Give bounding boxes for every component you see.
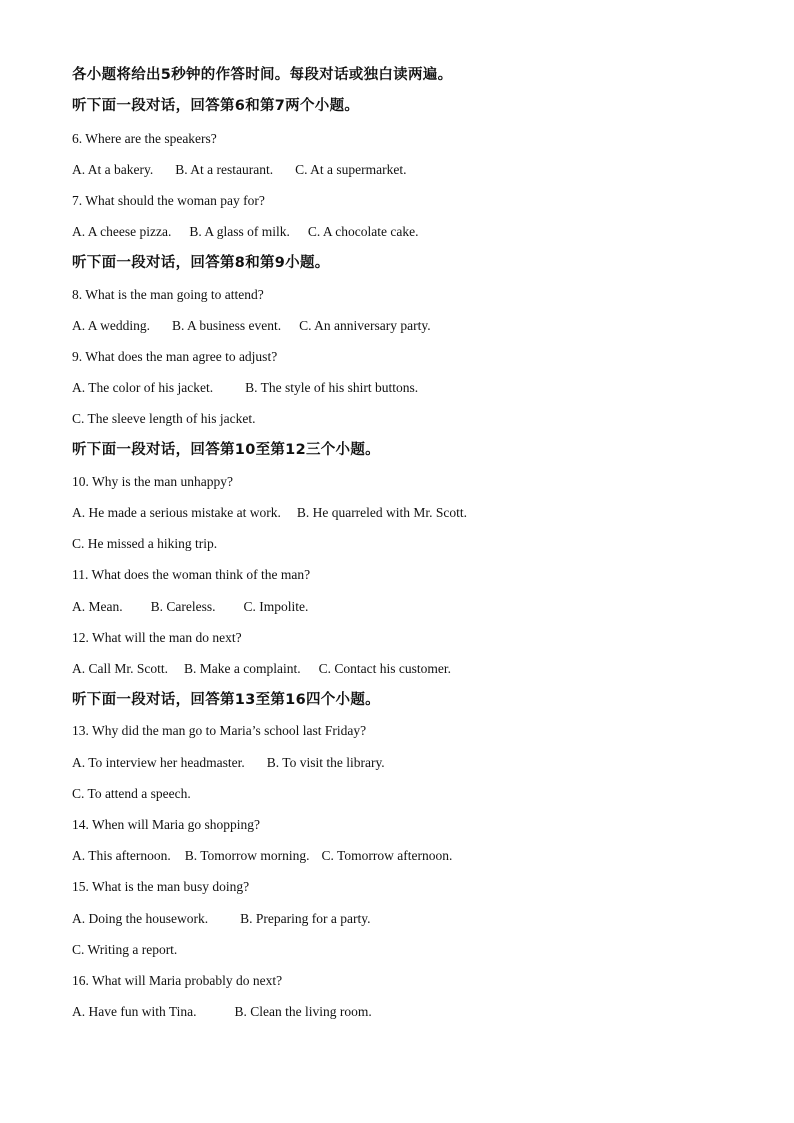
option-c: C. An anniversary party. [299, 318, 431, 333]
question-options [72, 597, 308, 617]
option-c: C. Tomorrow afternoon. [321, 848, 453, 863]
question-option-c: C. He missed a hiking trip. [72, 536, 218, 551]
question-options [72, 659, 451, 679]
question-options [72, 1002, 372, 1022]
option-a: A. Call Mr. Scott. [72, 661, 169, 676]
section-heading: 听下面一段对话，回答第10至第12三个小题。 [72, 442, 380, 458]
question-options [72, 378, 418, 398]
question-option-c: C. To attend a speech. [72, 786, 191, 801]
section-heading: 听下面一段对话，回答第6和第7两个小题。 [72, 98, 360, 114]
question-stem: 14. When will Maria go shopping? [72, 817, 260, 832]
question-options [72, 160, 406, 180]
option-c: C. At a supermarket. [295, 162, 407, 177]
option-b: B. He quarreled with Mr. Scott. [296, 505, 468, 520]
question-option-c: C. The sleeve length of his jacket. [72, 411, 256, 426]
option-a: A. To interview her headmaster. [72, 755, 245, 770]
question-stem: 16. What will Maria probably do next? [72, 973, 283, 988]
question-stem: 15. What is the man busy doing? [72, 879, 250, 894]
section-heading: 听下面一段对话，回答第13至第16四个小题。 [72, 692, 380, 708]
question-options [72, 846, 452, 866]
option-a: A. Doing the housework. [72, 911, 209, 926]
option-b: B. Clean the living room. [234, 1004, 372, 1019]
option-a: A. At a bakery. [72, 162, 154, 177]
question-options [72, 316, 431, 336]
option-b: B. At a restaurant. [175, 162, 274, 177]
option-a: A. He made a serious mistake at work. [72, 505, 281, 520]
question-options [72, 503, 467, 523]
option-b: B. Tomorrow morning. [184, 848, 310, 863]
question-options [72, 753, 385, 773]
option-a: A. A cheese pizza. [72, 224, 172, 239]
option-b: B. To visit the library. [266, 755, 385, 770]
instruction-text: 各小题将给出5秒钟的作答时间。每段对话或独白读两遍。 [72, 67, 453, 83]
question-stem: 13. Why did the man go to Maria’s school last Friday? [72, 723, 367, 738]
question-stem: 12. What will the man do next? [72, 630, 242, 645]
option-b: B. Make a complaint. [184, 661, 301, 676]
option-b: B. Preparing for a party. [240, 911, 371, 926]
question-options [72, 909, 370, 929]
section-heading: 听下面一段对话，回答第8和第9小题。 [72, 255, 330, 271]
question-option-c: C. Writing a report. [72, 942, 178, 957]
option-a: A. Have fun with Tina. [72, 1004, 197, 1019]
question-stem: 6. Where are the speakers? [72, 131, 217, 146]
question-stem: 10. Why is the man unhappy? [72, 474, 233, 489]
question-stem: 7. What should the woman pay for? [72, 193, 265, 208]
option-c: C. A chocolate cake. [307, 224, 419, 239]
question-stem: 9. What does the man agree to adjust? [72, 349, 278, 364]
option-a: A. The color of his jacket. [72, 380, 214, 395]
option-a: A. This afternoon. [72, 848, 171, 863]
option-c: C. Contact his customer. [318, 661, 451, 676]
option-c: C. Impolite. [243, 599, 309, 614]
option-a: A. Mean. [72, 599, 123, 614]
option-a: A. A wedding. [72, 318, 151, 333]
option-b: B. A glass of milk. [189, 224, 290, 239]
question-options [72, 222, 418, 242]
option-b: B. A business event. [172, 318, 282, 333]
option-b: B. The style of his shirt buttons. [245, 380, 419, 395]
option-b: B. Careless. [150, 599, 216, 614]
question-stem: 8. What is the man going to attend? [72, 287, 264, 302]
question-stem: 11. What does the woman think of the man? [72, 567, 311, 582]
